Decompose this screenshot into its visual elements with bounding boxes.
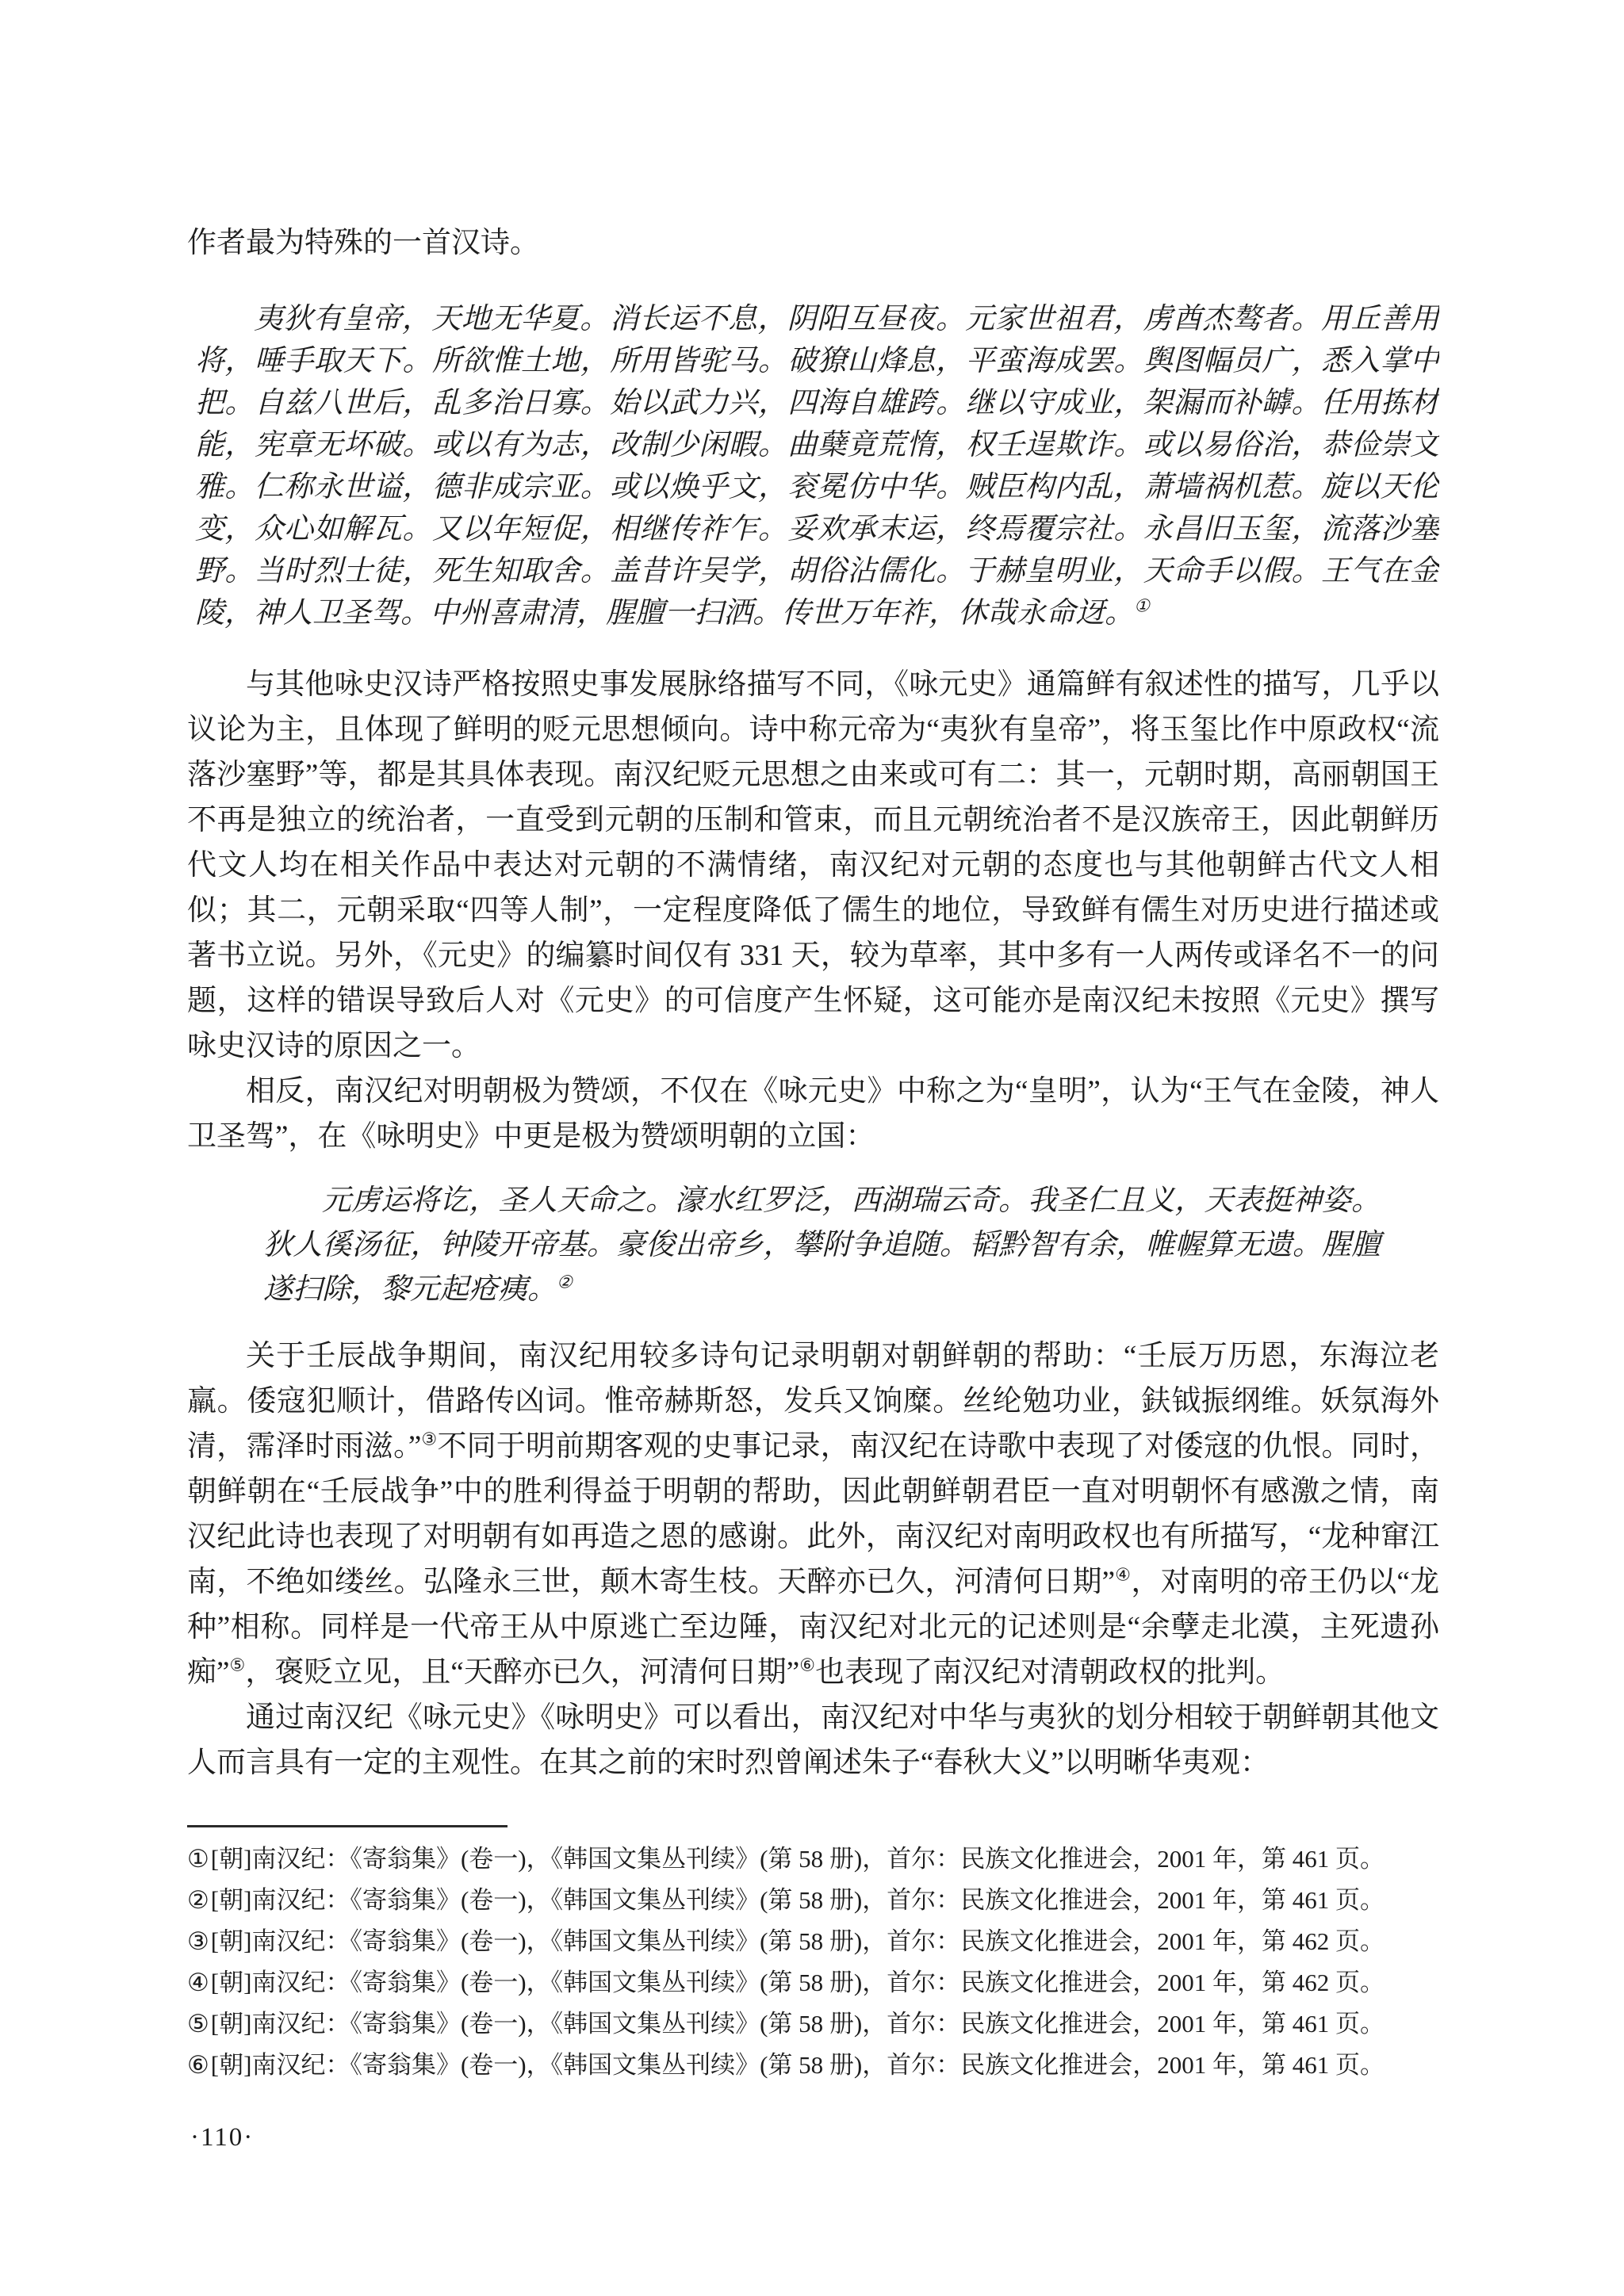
footnotes-section xyxy=(187,1825,1444,2086)
footnote-marker: ⑥ xyxy=(187,2051,209,2079)
poem-yong-mingshi: 元虏运将讫，圣人天命之。濠水红罗泛，西湖瑞云奇。我圣仁且义，天表挺神姿。狄人徯汤征，钟陵开帝基。豪俊出帝乡，攀附争追随。韬黔智有余，帷幄算无遗。腥膻遂扫除，黎元起疮痍。② xyxy=(263,1183,1381,1306)
footnote-text: [朝]南汉纪：《寄翁集》(卷一)，《韩国文集丛刊续》(第 58 册)，首尔：民族文化推进会，2001 年，第 462 页。 xyxy=(210,1969,1385,1996)
paragraph-imjin-war: 关于壬辰战争期间，南汉纪用较多诗句记录明朝对朝鲜朝的帮助：“壬辰万历恩，东海泣老羸。倭寇犯顺计，借路传凶词。惟帝赫斯怒，发兵又饷糜。丝纶勉功业，鈇钺振纲维。妖氛海外清，霈泽时雨滋。”③不同于明前期客观的史事记录，南汉纪在诗歌中表现了对倭寇的仇恨。同时，朝鲜朝在“壬辰战争”中的胜利得益于明朝的帮助，因此朝鲜朝君臣一直对明朝怀有感激之情，南汉纪此诗也表现了对明朝有如再造之恩的感谢。此外，南汉纪对南明政权也有所描写，“龙种窜江南，不绝如缕丝。弘隆永三世，颠木寄生枝。天醉亦已久，河清何日期”④，对南明的帝王仍以“龙种”相称。同样是一代帝王从中原逃亡至边陲，南汉纪对北元的记述则是“余孽走北漠，主死遗孙痴”⑤，褒贬立见，且“天醉亦已久，河清何日期”⑥也表现了南汉纪对清朝政权的批判。 xyxy=(187,1340,1439,1689)
poem-yong-yuanshi: 夷狄有皇帝，天地无华夏。消长运不息，阴阳互昼夜。元家世祖君，虏酋杰骜者。用丘善用将，唾手取天下。所欲惟土地，所用皆驼马。破獠山烽息，平蛮海成罢。舆图幅员广，悉入掌中把。自兹八世后，乱多治日寡。始以武力兴，四海自雄跨。继以守成业，架漏而补罅。任用拣材能，宪章无坏破。或以有为志，改制少闲暇。曲蘖竟荒惰，权壬逞欺诈。或以易俗治，恭俭崇文雅。仁称永世谥，德非成宗亚。或以焕乎文，衮冕仿中华。贼臣构内乱，萧墙祸机惹。旋以天伦变，众心如解瓦。又以年短促，相继传祚乍。妥欢承末运，终焉覆宗社。永昌旧玉玺，流落沙塞野。当时烈士徒，死生知取舍。盖昔许吴学，胡俗沾儒化。于赫皇明业，天命手以假。王气在金陵，神人卫圣驾。中州喜肃清，腥膻一扫洒。传世万年祚，休哉永命迓。① xyxy=(195,301,1439,629)
footnote-marker: ① xyxy=(187,1845,209,1873)
footnote-separator xyxy=(187,1825,508,1827)
footnote-item xyxy=(187,2003,1444,2045)
footnote-item xyxy=(187,1962,1444,2003)
footnote-item xyxy=(187,1880,1444,1921)
footnote-text: [朝]南汉纪：《寄翁集》(卷一)，《韩国文集丛刊续》(第 58 册)，首尔：民族文化推进会，2001 年，第 461 页。 xyxy=(210,2051,1385,2079)
article-body xyxy=(187,220,1439,1816)
footnote-item xyxy=(187,1921,1444,1962)
footnote-item xyxy=(187,1839,1444,1880)
paragraph-ming-intro: 相反，南汉纪对明朝极为赞颂，不仅在《咏元史》中称之为“皇明”，认为“王气在金陵，神人卫圣驾”，在《咏明史》中更是极为赞颂明朝的立国： xyxy=(187,1075,1439,1153)
footnote-marker: ② xyxy=(187,1886,209,1914)
page-number: ·110· xyxy=(190,2123,255,2152)
footnote-text: [朝]南汉纪：《寄翁集》(卷一)，《韩国文集丛刊续》(第 58 册)，首尔：民族文化推进会，2001 年，第 461 页。 xyxy=(210,2010,1385,2038)
footnote-marker: ③ xyxy=(187,1927,209,1955)
footnote-item xyxy=(187,2045,1444,2086)
footnote-marker: ⑤ xyxy=(187,2010,209,2038)
footnote-text: [朝]南汉纪：《寄翁集》(卷一)，《韩国文集丛刊续》(第 58 册)，首尔：民族文化推进会，2001 年，第 461 页。 xyxy=(210,1886,1385,1914)
footnote-text: [朝]南汉纪：《寄翁集》(卷一)，《韩国文集丛刊续》(第 58 册)，首尔：民族文化推进会，2001 年，第 462 页。 xyxy=(210,1927,1385,1955)
paragraph-yuan-analysis: 与其他咏史汉诗严格按照史事发展脉络描写不同，《咏元史》通篇鲜有叙述性的描写，几乎以议论为主，且体现了鲜明的贬元思想倾向。诗中称元帝为“夷狄有皇帝”，将玉玺比作中原政权“流落沙塞野”等，都是其具体表现。南汉纪贬元思想之由来或可有二：其一，元朝时期，高丽朝国王不再是独立的统治者，一直受到元朝的压制和管束，而且元朝统治者不是汉族帝王，因此朝鲜历代文人均在相关作品中表达对元朝的不满情绪，南汉纪对元朝的态度也与其他朝鲜古代文人相似；其二，元朝采取“四等人制”，一定程度降低了儒生的地位，导致鲜有儒生对历史进行描述或著书立说。另外，《元史》的编纂时间仅有 331 天，较为草率，其中多有一人两传或译名不一的问题，这样的错误导致后人对《元史》的可信度产生怀疑，这可能亦是南汉纪未按照《元史》撰写咏史汉诗的原因之一。 xyxy=(187,668,1439,1062)
footnote-marker: ④ xyxy=(187,1969,209,1996)
footnote-text: [朝]南汉纪：《寄翁集》(卷一)，《韩国文集丛刊续》(第 58 册)，首尔：民族文化推进会，2001 年，第 461 页。 xyxy=(210,1845,1385,1873)
paragraph-conclusion: 通过南汉纪《咏元史》《咏明史》可以看出，南汉纪对中华与夷狄的划分相较于朝鲜朝其他文人而言具有一定的主观性。在其之前的宋时烈曾阐述朱子“春秋大义”以明晰华夷观： xyxy=(187,1701,1439,1779)
paragraph-intro: 作者最为特殊的一首汉诗。 xyxy=(187,227,539,259)
